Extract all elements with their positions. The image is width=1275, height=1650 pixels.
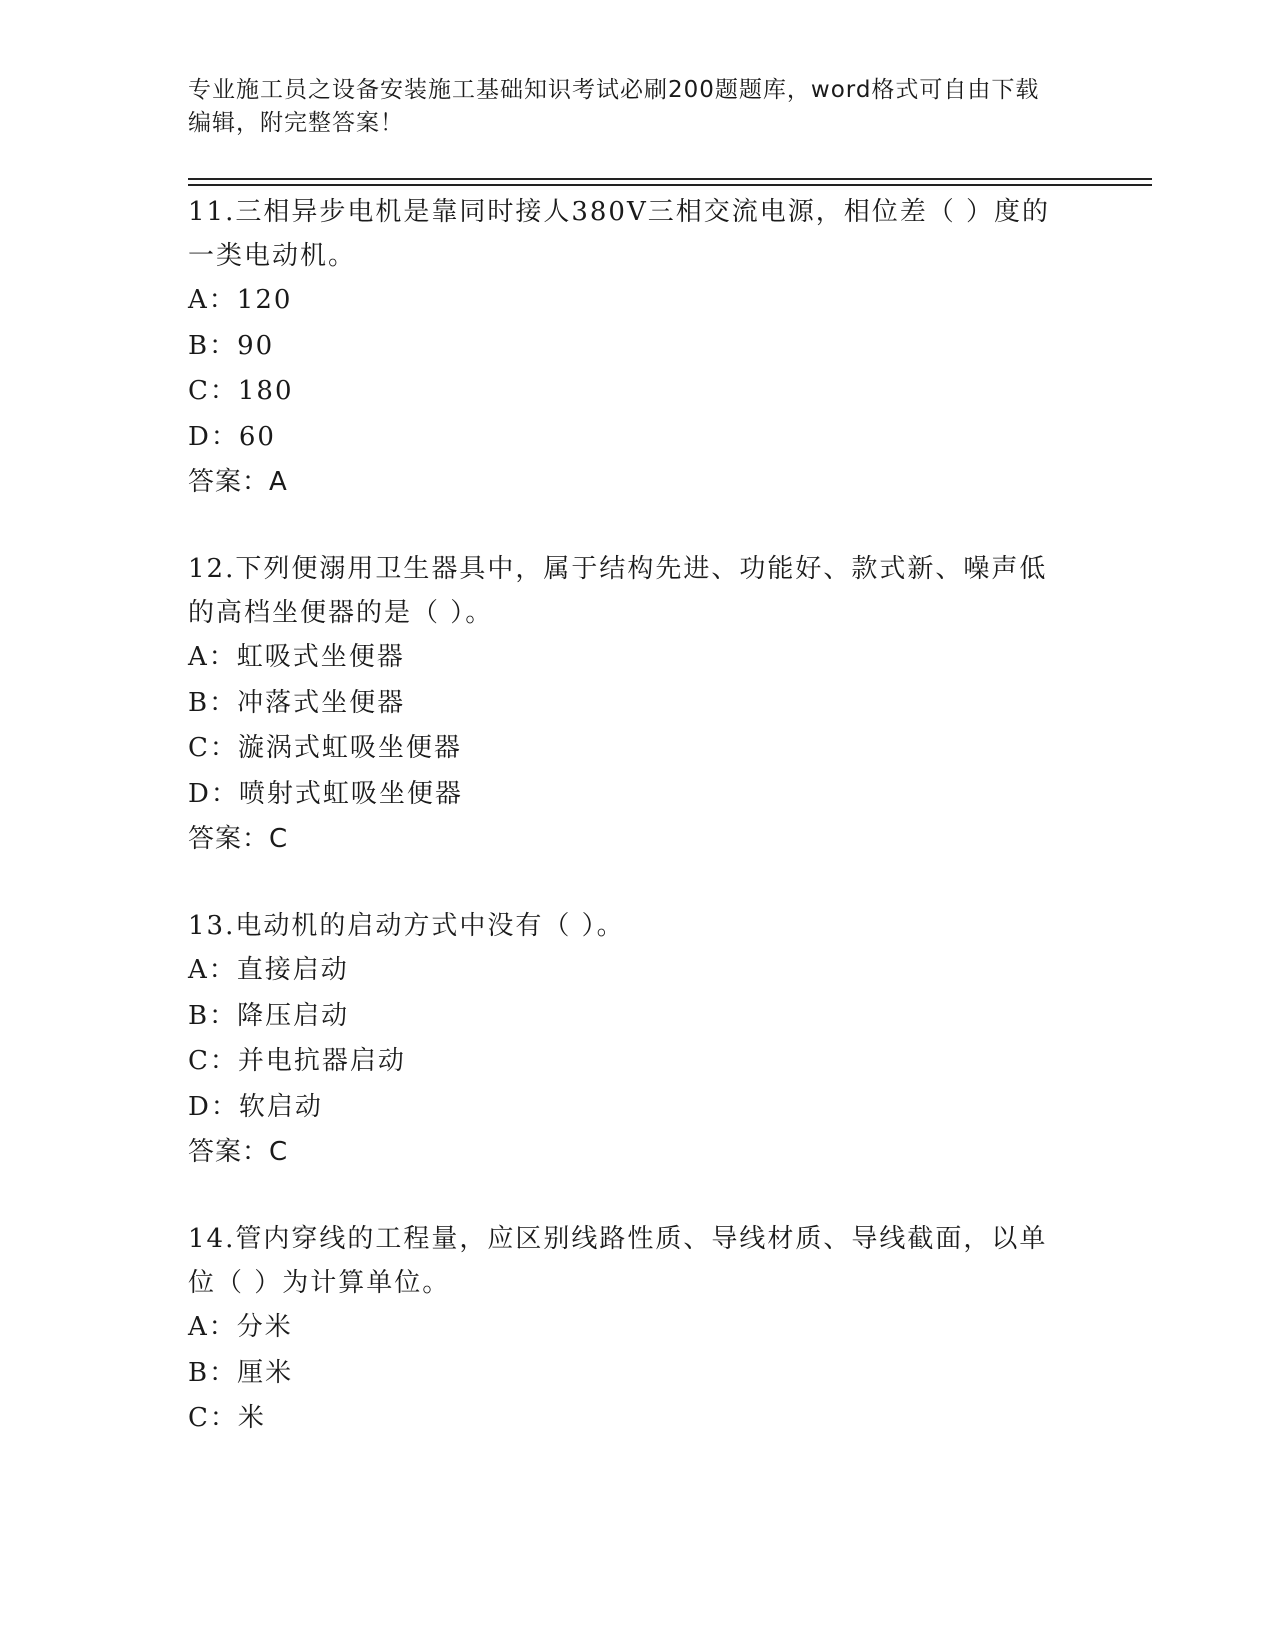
question-stem-line: 12.下列便溺用卫生器具中，属于结构先进、功能好、款式新、噪声低	[188, 554, 1048, 584]
question-stem-line: 位（ ）为计算单位。	[188, 1268, 451, 1298]
question-stem-line: 一类电动机。	[188, 241, 357, 271]
option-d: D：喷射式虹吸坐便器	[188, 778, 463, 809]
question-list	[188, 190, 1088, 1484]
option-c: C：180	[188, 376, 294, 406]
header-line-2: 编辑，附完整答案！	[188, 110, 404, 136]
answer-line: 答案：A	[188, 467, 288, 497]
question-14	[188, 1217, 1088, 1442]
option-d: D：60	[188, 421, 276, 452]
option-a: A：120	[188, 285, 293, 315]
option-b: B：厘米	[188, 1357, 294, 1388]
option-a: A：直接启动	[188, 955, 349, 985]
option-c: C：并电抗器启动	[188, 1046, 406, 1076]
option-a: A：虹吸式坐便器	[188, 642, 405, 672]
question-stem-line: 11.三相异步电机是靠同时接人380V三相交流电源，相位差（ ）度的	[188, 197, 1051, 227]
question-13	[188, 904, 1088, 1175]
question-11	[188, 190, 1088, 505]
question-12	[188, 547, 1088, 862]
header-line-1: 专业施工员之设备安装施工基础知识考试必刷200题题库，word格式可自由下载	[188, 77, 1040, 103]
answer-line: 答案：C	[188, 824, 289, 854]
option-d: D：软启动	[188, 1091, 323, 1122]
option-c: C：米	[188, 1403, 266, 1433]
question-stem-line: 14.管内穿线的工程量，应区别线路性质、导线材质、导线截面，以单	[188, 1224, 1048, 1254]
option-b: B：冲落式坐便器	[188, 687, 406, 718]
option-b: B：降压启动	[188, 1000, 350, 1031]
option-a: A：分米	[188, 1312, 293, 1342]
answer-line: 答案：C	[188, 1137, 289, 1167]
option-b: B：90	[188, 330, 275, 361]
document-header	[188, 74, 1088, 140]
question-stem-line: 13.电动机的启动方式中没有（ ）。	[188, 911, 625, 941]
option-c: C：漩涡式虹吸坐便器	[188, 733, 462, 763]
question-stem-line: 的高档坐便器的是（ ）。	[188, 598, 494, 628]
header-divider-bottom	[188, 184, 1152, 186]
header-divider-top	[188, 178, 1152, 180]
